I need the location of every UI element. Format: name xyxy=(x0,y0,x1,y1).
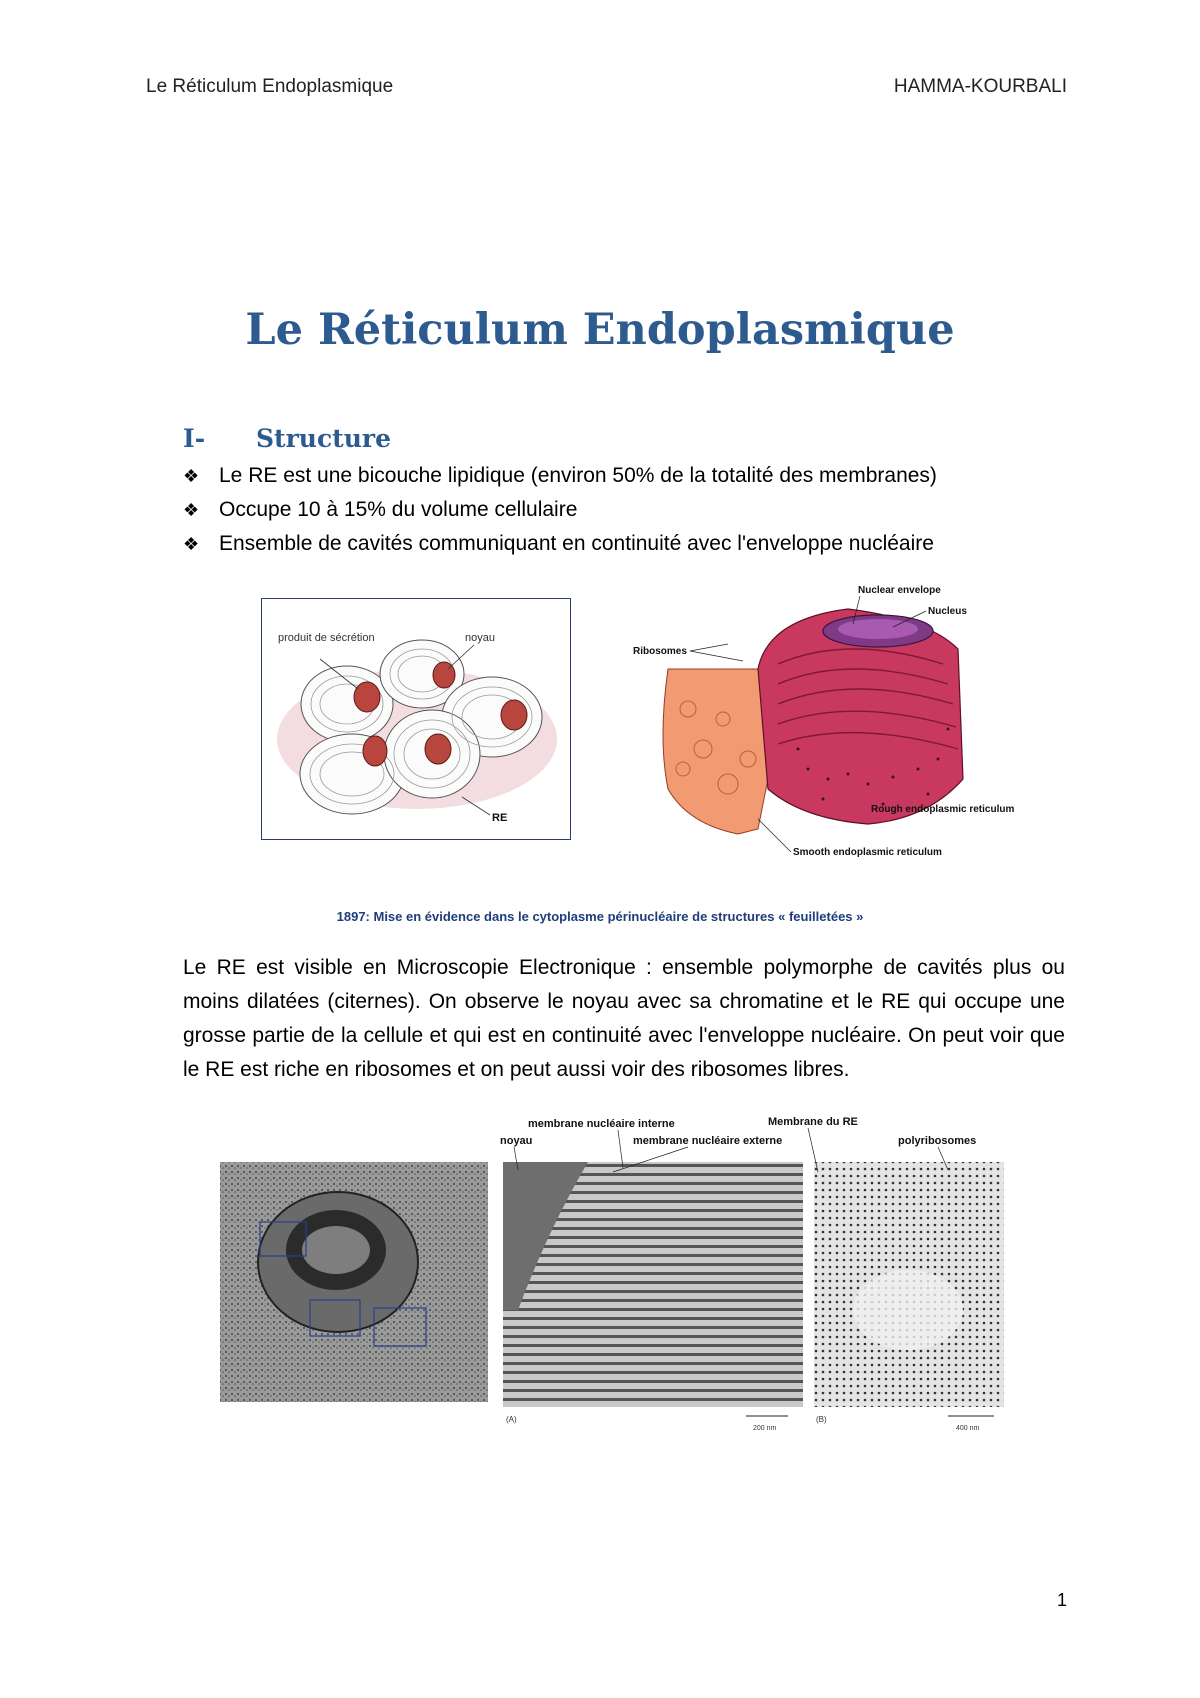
bullet-list xyxy=(183,459,1043,561)
label-nuclear-envelope: Nuclear envelope xyxy=(858,585,941,596)
bullet-text: Le RE est une bicouche lipidique (environ 50% de la totalité des membranes) xyxy=(219,464,937,487)
secretory-cells-drawing xyxy=(262,599,570,839)
figure-caption: 1897: Mise en évidence dans le cytoplasme périnucléaire de structures « feuilletées » xyxy=(336,909,864,924)
page-title: Le Réticulum Endoplasmique xyxy=(245,305,955,355)
label-re: RE xyxy=(492,812,508,824)
er-3d-figure xyxy=(628,579,1015,869)
label-re-membrane: Membrane du RE xyxy=(768,1116,858,1128)
secretory-cells-figure xyxy=(261,598,571,840)
bullet-item xyxy=(183,527,1043,561)
diamond-bullet-icon: ❖ xyxy=(183,500,200,520)
label-polyribosomes: polyribosomes xyxy=(898,1135,977,1147)
scale-bar-a: 200 nm xyxy=(753,1425,777,1432)
label-inner-membrane: membrane nucléaire interne xyxy=(528,1118,675,1130)
diamond-bullet-icon: ❖ xyxy=(183,534,200,554)
scale-bar-b: 400 nm xyxy=(956,1425,980,1432)
label-panel-b: (B) xyxy=(816,1415,827,1424)
bullet-item xyxy=(183,493,1043,527)
er-3d-drawing xyxy=(628,579,1015,869)
label-ribosomes: Ribosomes xyxy=(633,646,687,657)
micrograph-drawing xyxy=(218,1110,1018,1440)
micrograph-figure xyxy=(218,1110,1018,1440)
label-nucleus: Nucleus xyxy=(928,606,967,617)
bullet-item xyxy=(183,459,1043,493)
page-number: 1 xyxy=(1056,1590,1067,1610)
body-paragraph: Le RE est visible en Microscopie Electronique : ensemble polymorphe de cavités plus ou moins dilatées (citernes). On observe le noyau avec sa chromatine et le RE qui occupe une grosse partie de la cellule et qui est en continuité avec l'enveloppe nucléaire. On peut voir que le RE est riche en ribosomes et on peut aussi voir des ribosomes libres. xyxy=(183,956,1065,1081)
label-product: produit de sécrétion xyxy=(278,632,375,644)
label-noyau: noyau xyxy=(465,632,495,644)
bullet-text: Ensemble de cavités communiquant en continuité avec l'enveloppe nucléaire xyxy=(219,532,934,555)
header-author: HAMMA-KOURBALI xyxy=(893,76,1067,97)
label-micro-noyau: noyau xyxy=(500,1135,533,1147)
diamond-bullet-icon: ❖ xyxy=(183,466,200,486)
section-title: Structure xyxy=(256,424,391,453)
label-smooth-er: Smooth endoplasmic reticulum xyxy=(793,847,942,858)
label-rough-er: Rough endoplasmic reticulum xyxy=(871,804,1015,815)
bullet-text: Occupe 10 à 15% du volume cellulaire xyxy=(219,498,578,521)
section-number: I- xyxy=(183,424,206,453)
label-panel-a: (A) xyxy=(506,1415,517,1424)
label-outer-membrane: membrane nucléaire externe xyxy=(633,1135,783,1147)
header-doc-title: Le Réticulum Endoplasmique xyxy=(146,76,394,97)
